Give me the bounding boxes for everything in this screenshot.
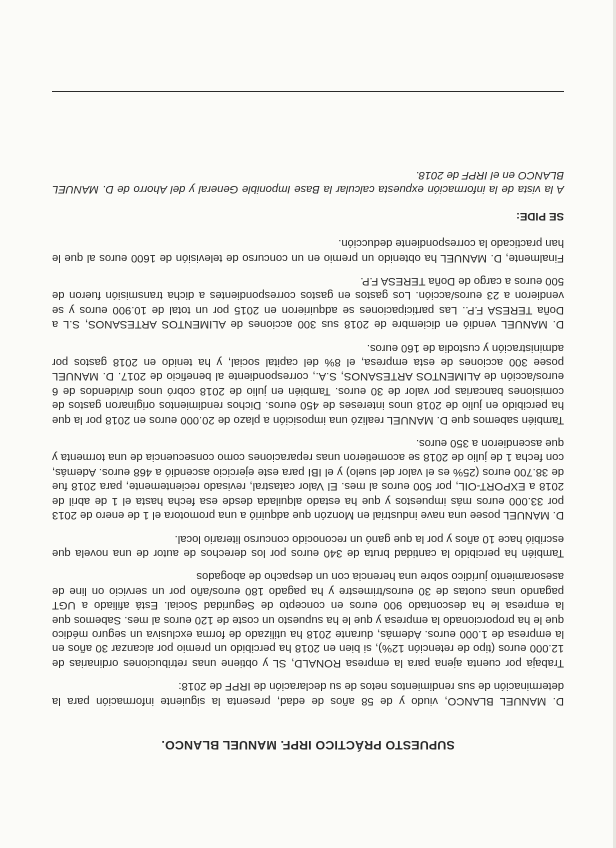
divider-line <box>52 91 564 92</box>
paragraph-property: D. MANUEL posee una nave industrial en Monzón que adquirió a una promotora el 1 de enero de 2013 por 33.000 euros más impuestos y que ha estado alquilada desde esa fecha hasta el 1 de abril de 2018 a EXPORT-OIL, por 500 euros al mes. El Valor catastral, revisado recientemente, para 2018 fue de 38.700 euros (25% es el valor del suelo) y el IBI para este ejercicio ascendió a 468 euros. Además, con fecha 1 de julio de 2018 se acometieron unas reparaciones como consecuencia de una tormenta y que ascendieron a 350 euros. <box>52 437 564 522</box>
paragraph-employment: Trabaja por cuenta ajena para la empresa RONALD, SL y obtiene unas retribuciones ordinarias de 12.000 euros (tipo de retención 12%), si bien en 2018 ha percibido un premio por alcanzar 30 años en la empresa de 1.000 euros. Además, durante 2018 ha utilizado de forma exclusiva un seguro médico que le ha proporcionado la empresa y que le ha supuesto un coste de 120 euros al mes. Sabemos que la empresa le ha descontado 900 euros en concepto de Seguridad Social. Está afiliado a UGT pagando unas cuotas de 30 euros/trimestre y ha pagado 180 euros/año por un servicio on line de asesoramiento jurídico sobre una herencia con un despacho de abogados <box>52 570 564 669</box>
document-body <box>52 159 564 752</box>
paragraph-copyright: También ha percibido la cantidad bruta de 340 euros por los derechos de autor de una novela que escribió hace 10 años y por la que ganó un reconocido concurso literario local. <box>52 532 564 559</box>
paragraph-capital-income: También sabemos que D. MANUEL realizó una imposición a plazo de 20.000 euros en 2018 por la que ha percibido en julio de 2018 unos intereses de 450 euros. Dichos rendimientos originaron gastos de comisiones bancarias por valor de 30 euros. También en julio de 2018 cobró unos dividendos de 6 euros/acción de ALIMENTOS ARTESANOS, S.A., correspondiente al beneficio de 2017. D. MANUEL posee 300 acciones de esta empresa, el 8% del capital social, y ha tenido en 2018 gastos por administración y custodia de 160 euros. <box>52 341 564 426</box>
paragraph-share-sale: D. MANUEL vendió en diciembre de 2018 sus 300 acciones de ALIMENTOS ARTESANOS, S.L a Doña TERESA F.P.. Las participaciones se adquirieron en 2015 por un total de 10.900 euros y se vendieron a 23 euros/acción. Los gastos en gastos correspondientes a dicha transmisión fueron de 500 euros a cargo de Doña TERESA F.P. <box>52 275 564 331</box>
section-heading-se-pide: SE PIDE: <box>516 209 564 222</box>
document-title: SUPUESTO PRÁCTICO IRPF. MANUEL BLANCO. <box>161 738 455 752</box>
paragraph-prize: Finalmente, D. MANUEL ha obtenido un premio en un concurso de televisión de 1600 euros al que le han practicado la correspondiente deducción. <box>52 237 564 264</box>
task-request: A la vista de la información expuesta calcular la Base Imponible General y del Ahorro de D. MANUEL BLANCO en el IRPF de 2018. <box>52 169 564 196</box>
paragraph-intro: D. MANUEL BLANCO, viudo y de 58 años de edad, presenta la siguiente información para la determinación de sus rendimientos netos de su declaración de IRPF de 2018: <box>52 680 564 707</box>
